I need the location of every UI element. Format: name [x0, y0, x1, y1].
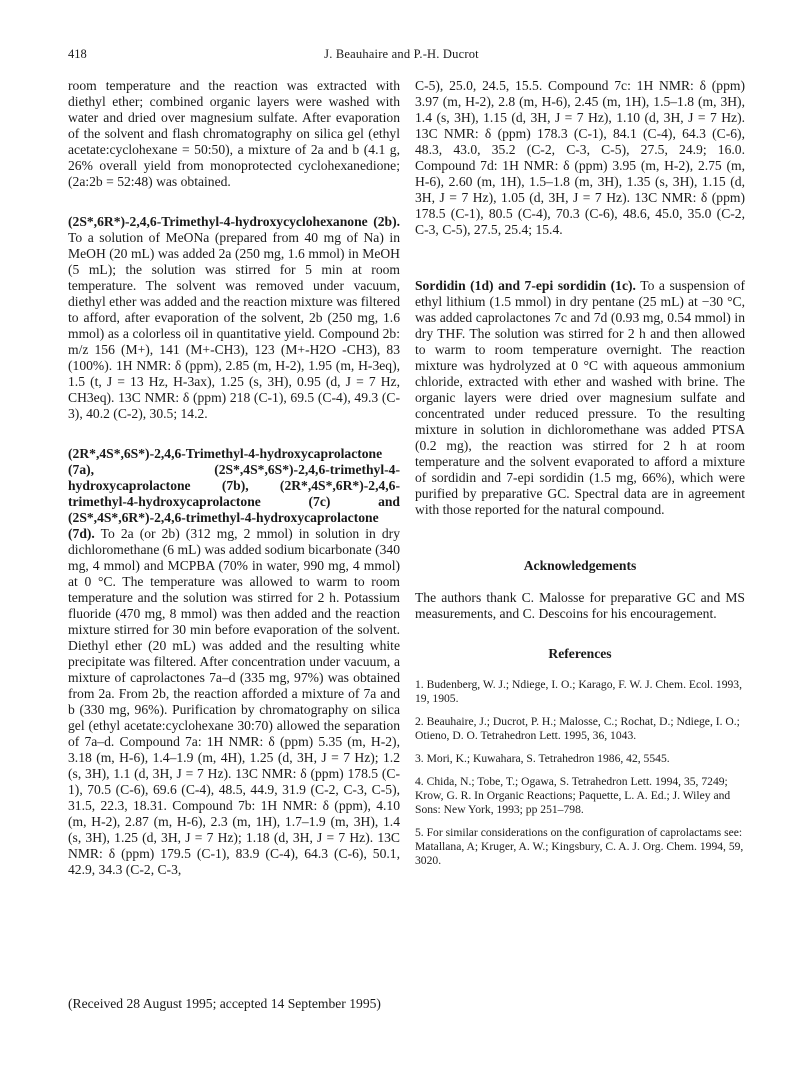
running-head: J. Beauhaire and P.-H. Ducrot — [324, 47, 479, 61]
page-number: 418 — [68, 47, 87, 61]
reference-item: 2. Beauhaire, J.; Ducrot, P. H.; Malosse, C.; Rochat, D.; Ndiege, I. O.; Otieno, D. O. Tetrahedron Lett. 1995, 36, 1043. — [415, 715, 740, 742]
intro-paragraph: room temperature and the reaction was extracted with diethyl ether; combined organic layers were washed with water and dried over magnesium sulfate. After evaporation of the solvent and flash chromatography on silica gel (ethyl acetate:cyclohexane = 50:50), a mixture of 2a and b (4.1 g, 26% overall yield from monoprotected cyclohexanedione; (2a:2b = 52:48) was obtained. — [68, 78, 400, 189]
acknowledgements-body: The authors thank C. Malosse for preparative GC and MS measurements, and C. Descoins for his encouragement. — [415, 590, 745, 621]
reference-item: 4. Chida, N.; Tobe, T.; Ogawa, S. Tetrahedron Lett. 1994, 35, 7249; Krow, G. R. In Organic Reactions; Paquette, L. A. Ed.; J. Wiley and Sons: New York, 1993; pp 251–798. — [415, 775, 731, 816]
received-dates: (Received 28 August 1995; accepted 14 September 1995) — [68, 996, 381, 1011]
compound-2b-paragraph — [68, 214, 400, 422]
acknowledgements-heading: Acknowledgements — [523, 558, 637, 573]
sordidin-paragraph — [415, 278, 745, 518]
sordidin-title: Sordidin (1d) and 7-epi sordidin (1c). — [415, 278, 636, 293]
left-column — [68, 78, 400, 878]
reference-list — [415, 678, 745, 868]
compound-7-title: (2R*,4S*,6S*)-2,4,6-Trimethyl-4-hydroxycaprolactone (7a), (2S*,4S*,6S*)-2,4,6-trimethyl-4-hydroxycaprolactone (7b), (2R*,4S*,6R*)-2,4,6-trimethyl-4-hydroxycaprolactone (7c) and (2S*,4S*,6R*)-2,4,6-trimethyl-4-hydroxycaprolactone (7d). — [68, 446, 400, 541]
compound-2b-title: (2S*,6R*)-2,4,6-Trimethyl-4-hydroxycyclohexanone (2b). — [68, 214, 400, 229]
compound-7-paragraph — [68, 446, 400, 878]
reference-item: 1. Budenberg, W. J.; Ndiege, I. O.; Karago, F. W. J. Chem. Ecol. 1993, 19, 1905. — [415, 678, 742, 705]
right-column — [415, 78, 745, 877]
continuation-paragraph: C-5), 25.0, 24.5, 15.5. Compound 7c: 1H NMR: δ (ppm) 3.97 (m, H-2), 2.8 (m, H-6), 2.45 (m, 1H), 1.5–1.8 (m, 3H), 1.4 (s, 3H), 1.15 (d, 3H, J = 7 Hz), 1.10 (d, 3H, J = 7 Hz). 13C NMR: δ (ppm) 178.3 (C-1), 84.1 (C-4), 64.3 (C-6), 48.3, 43.0, 35.2 (C-2, C-3, C-5), 27.5, 24.9; 16.0. Compound 7d: 1H NMR: δ (ppm) 3.95 (m, H-2), 2.75 (m, H-6), 2.60 (m, 1H), 1.5–1.8 (m, 3H), 1.35 (s, 3H), 1.15 (d, 3H, J = 7 Hz), 1.05 (d, 3H, J = 7 Hz). 13C NMR: δ (ppm) 178.5 (C-1), 80.5 (C-4), 70.3 (C-6), 48.6, 45.0, 35.0 (C-2, C-3, C-5), 27.5, 25.4; 15.4. — [415, 78, 745, 237]
compound-7-body: To 2a (or 2b) (312 mg, 2 mmol) in solution in dry dichloromethane (6 mL) was added sodium bicarbonate (340 mg, 4 mmol) and MCPBA (70% in water, 990 mg, 4 mmol) at 0 °C. The temperature was allowed to warm to room temperature and the solution was stirred for 2 h. Potassium fluoride (470 mg, 8 mmol) was then added and the reaction mixture stirred for 30 min before evaporation of the solvent. Diethyl ether (20 mL) was added and the resulting white precipitate was filtered. After concentration under vacuum, a mixture of caprolactones 7a–d (335 mg, 97%) was obtained from 2a. From 2b, the reaction afforded a mixture of 7a and b (330 mg, 96%). Purification by chromatography on silica gel (ethyl acetate:cyclohexane 30:70) allowed the separation of 7a–d. Compound 7a: 1H NMR: δ (ppm) 5.35 (m, H-2), 3.18 (m, H-6), 1.4–1.9 (m, 4H), 1.25 (d, 3H, J = 7 Hz); 1.2 (s, 3H), 1.1 (d, 3H, J = 7 Hz). 13C NMR: δ (ppm) 178.5 (C-1), 70.5 (C-6), 69.6 (C-4), 48.5, 44.9, 31.9 (C-2, C-3, C-5), 31.5, 22.3, 18.31. Compound 7b: 1H NMR: δ (ppm), 4.10 (m, H-2), 2.87 (m, H-6), 2.3 (m, 1H), 1.7–1.9 (m, 3H), 1.4 (s, 3H), 1.25 (d, 3H, J = 7 Hz); 1.18 (d, 3H, J = 7 Hz). 13C NMR: δ (ppm) 179.5 (C-1), 83.9 (C-4), 64.3 (C-6), 50.1, 42.9, 34.3 (C-2, C-3, — [68, 526, 400, 877]
sordidin-body: To a suspension of ethyl lithium (1.5 mmol) in dry pentane (25 mL) at −30 °C, was added caprolactones 7c and 7d (0.93 mg, 0.54 mmol) in dry THF. The solution was stirred for 2 h and then allowed to warm to room temperature overnight. The reaction mixture was hydrolyzed at 0 °C with aqueous ammonium chloride, extracted with ether and washed with brine. The organic layers were dried over magnesium sulfate and concentrated under reduced pressure. To the resulting mixture in solution in dichloromethane was added PTSA (0.2 mg), the reaction was stirred for 2 h at room temperature and the solvent evaporated to afford a mixture of sordidin and 7-epi sordidin (1.5 mg, 66%), which were purified by preparative GC. Spectral data are in agreement with those reported for the natural compound. — [415, 278, 745, 517]
page-header — [68, 47, 735, 65]
compound-2b-body: To a solution of MeONa (prepared from 40 mg of Na) in MeOH (20 mL) was added 2a (250 mg, 1.6 mmol) in MeOH (5 mL); the solution was stirred for 5 min at room temperature. The solvent was removed under vacuum, diethyl ether was added and the reaction mixture was filtered to afford, after evaporation of the solvent, 2b (250 mg, 1.6 mmol) as a colorless oil in quantitative yield. Compound 2b: m/z 156 (M+), 141 (M+-CH3), 123 (M+-H2O -CH3), 83 (100%). 1H NMR: δ (ppm), 2.85 (m, H-2), 1.95 (m, H-3eq), 1.5 (t, J = 13 Hz, H-3ax), 1.25 (s, 3H), 0.95 (d, J = 7 Hz, CH3eq). 13C NMR: δ (ppm) 218 (C-1), 69.5 (C-4), 49.3 (C-3), 40.2 (C-2), 30.5; 14.2. — [68, 230, 400, 421]
references-heading: References — [548, 646, 612, 661]
reference-item: 3. Mori, K.; Kuwahara, S. Tetrahedron 1986, 42, 5545. — [415, 752, 670, 765]
reference-item: 5. For similar considerations on the configuration of caprolactams see: Matallana, A; Kruger, A. W.; Kingsbury, C. A. J. Org. Chem. 1994, 59, 3020. — [415, 826, 744, 867]
